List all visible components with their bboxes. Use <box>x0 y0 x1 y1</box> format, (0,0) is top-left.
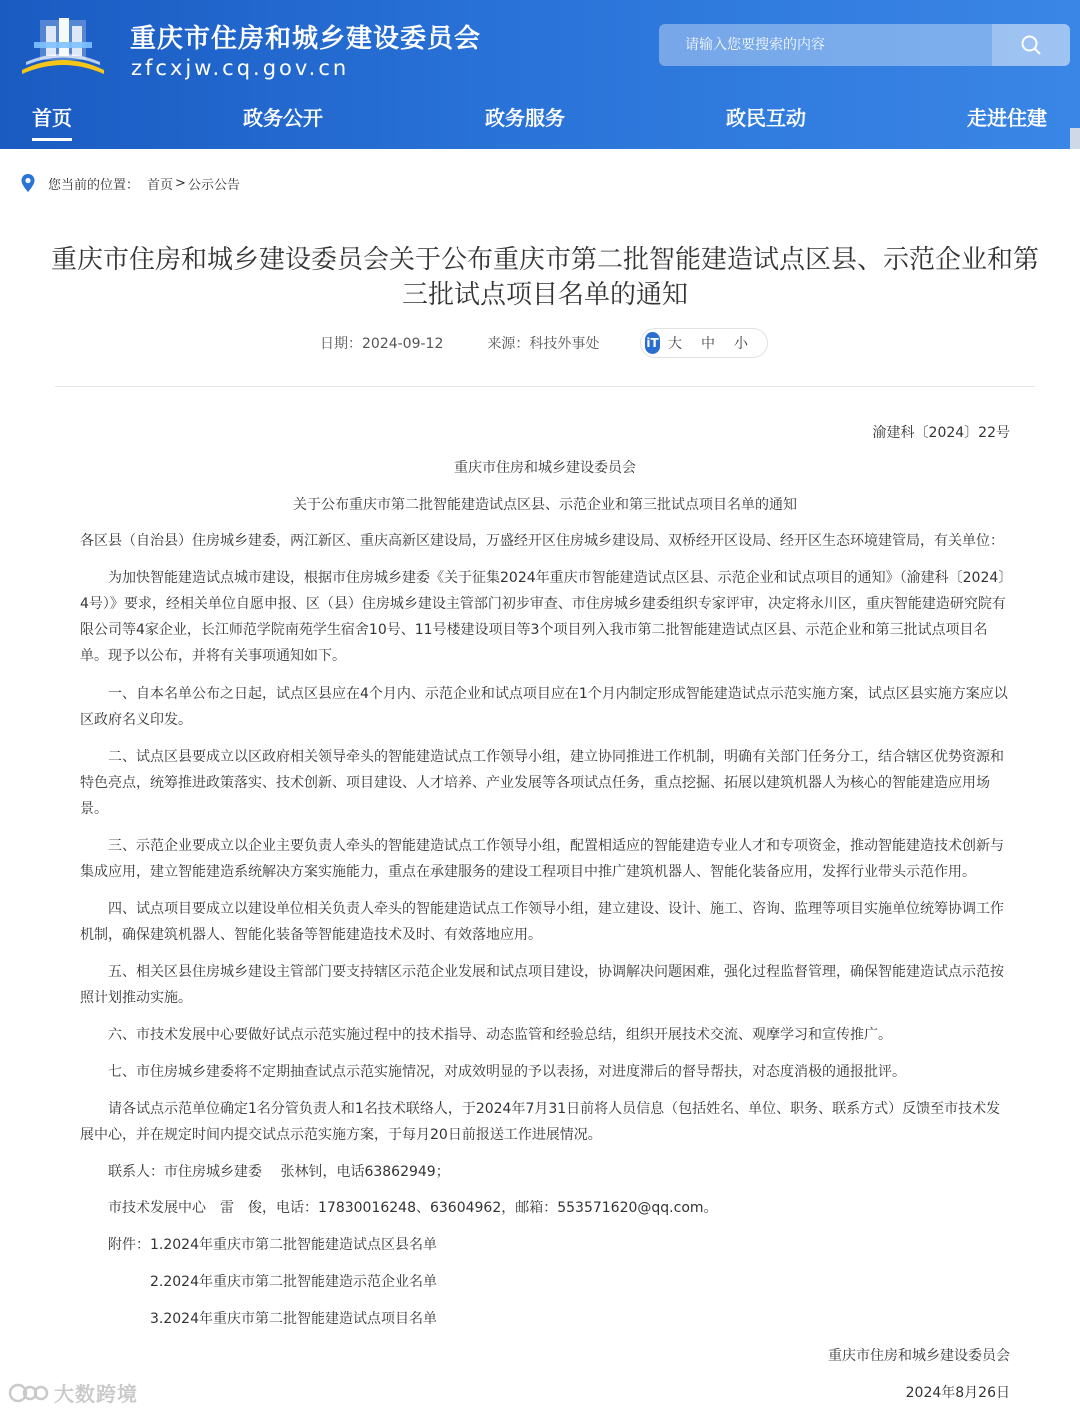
attachment-3[interactable]: 3.2024年重庆市第二批智能建造试点项目名单 <box>150 1311 437 1327</box>
watermark-text: 大数跨境 <box>54 1382 138 1406</box>
article-title: 重庆市住房和城乡建设委员会关于公布重庆市第二批智能建造试点区县、示范企业和第三批试点项目名单的通知 <box>50 245 1039 310</box>
watermark <box>8 1378 138 1407</box>
scrollbar[interactable] <box>1070 128 1080 149</box>
item-paragraph-1: 一、自本名单公布之日起，试点区县应在4个月内、示范企业和试点项目应在1个月内制定形成智能建造试点示范实施方案，试点区县实施方案应以区政府名义印发。 <box>80 686 1008 728</box>
request-paragraph: 请各试点示范单位确定1名分管负责人和1名技术联络人，于2024年7月31日前将人员信息（包括姓名、单位、职务、联系方式）反馈至市技术发展中心，并在规定时间内提交试点示范实施方案，于每月20日前报送工作进展情况。 <box>80 1101 1001 1143</box>
publish-date: 日期：2024-09-12 <box>320 336 444 352</box>
article-meta <box>320 330 599 356</box>
doc-subtitle: 关于公布重庆市第二批智能建造试点区县、示范企业和第三批试点项目名单的通知 <box>293 497 797 513</box>
nav-government-services[interactable]: 政务服务 <box>485 106 565 130</box>
intro-paragraph: 为加快智能建造试点城市建设，根据市住房城乡建委《关于征集2024年重庆市智能建造试点区县、示范企业和试点项目的通知》（渝建科〔2024〕4号）》要求，经相关单位自愿申报、区（县）住房城乡建设主管部门初步审查、市住房城乡建委组织专家评审，决定将永川区，重庆智能建造研究院有限公司等4家企业，长江师范学院南苑学生宿舍10号、11号楼建设项目等3个项目列入我市第二批智能建造试点区县、示范企业和第三批试点项目名单。现予以公布，并将有关事项通知如下。 <box>80 570 1006 664</box>
contact-line-1: 联系人：市住房城乡建委 张林钊，电话63862949； <box>108 1164 450 1180</box>
sign-date: 2024年8月26日 <box>905 1385 1010 1401</box>
breadcrumb <box>20 172 240 194</box>
contact-line-2: 市技术发展中心 雷 俊，电话：17830016248、63604962，邮箱：553571620@qq.com。 <box>108 1200 718 1216</box>
font-size-switcher <box>640 328 768 358</box>
site-domain: zfcxjw.cq.gov.cn <box>131 56 350 80</box>
breadcrumb-current-link[interactable]: 公示公告 <box>187 177 240 193</box>
nav-government-affairs[interactable]: 政务公开 <box>243 106 323 130</box>
attachment-2[interactable]: 2.2024年重庆市第二批智能建造示范企业名单 <box>150 1274 437 1290</box>
font-size-icon: iT <box>645 332 660 354</box>
site-title[interactable]: 重庆市住房和城乡建设委员会 <box>130 24 482 54</box>
attachment-1[interactable]: 附件：1.2024年重庆市第二批智能建造试点区县名单 <box>108 1237 437 1253</box>
article-source: 来源：科技外事处 <box>487 336 600 352</box>
doc-number: 渝建科〔2024〕22号 <box>872 425 1010 441</box>
issuer-header: 重庆市住房和城乡建设委员会 <box>454 460 636 476</box>
font-small-button[interactable]: 小 <box>734 336 748 352</box>
item-paragraph-7: 七、市住房城乡建委将不定期抽查试点示范实施情况，对成效明显的予以表扬，对进度滞后的督导帮扶，对态度消极的通报批评。 <box>108 1064 906 1080</box>
addressee: 各区县（自治县）住房城乡建委，两江新区、重庆高新区建设局，万盛经开区住房城乡建设局、双桥经开区设局、经开区生态环境建管局，有关单位： <box>80 533 1004 549</box>
search-button[interactable] <box>992 24 1070 66</box>
watermark-logo-icon <box>8 1381 50 1405</box>
font-large-button[interactable]: 大 <box>668 336 682 352</box>
site-header <box>0 0 1080 149</box>
government-logo-icon[interactable] <box>20 12 106 80</box>
item-paragraph-6: 六、市技术发展中心要做好试点示范实施过程中的技术指导、动态监管和经验总结，组织开展技术交流、观摩学习和宣传推广。 <box>108 1027 892 1043</box>
font-medium-button[interactable]: 中 <box>701 336 715 352</box>
search-input[interactable] <box>659 24 992 66</box>
search-icon <box>1020 34 1042 56</box>
item-paragraph-3: 三、示范企业要成立以企业主要负责人牵头的智能建造试点工作领导小组，配置相适应的智能建造专业人才和专项资金，推动智能建造技术创新与集成应用，建立智能建造系统解决方案实施能力，重点在承建服务的建设工程项目中推广建筑机器人、智能化装备应用，发挥行业带头示范作用。 <box>80 838 1004 880</box>
breadcrumb-separator: > <box>175 175 186 191</box>
signature: 重庆市住房和城乡建设委员会 <box>828 1348 1010 1364</box>
main-nav <box>0 98 1080 138</box>
nav-home[interactable]: 首页 <box>32 102 72 131</box>
nav-about[interactable]: 走进住建 <box>967 106 1047 130</box>
item-paragraph-4: 四、试点项目要成立以建设单位相关负责人牵头的智能建造试点工作领导小组，建立建设、设计、施工、咨询、监理等项目实施单位统筹协调工作机制，确保建筑机器人、智能化装备等智能建造技术及时、有效落地应用。 <box>80 901 1004 943</box>
location-pin-icon <box>20 173 36 193</box>
item-paragraph-2: 二、试点区县要成立以区政府相关领导牵头的智能建造试点工作领导小组，建立协同推进工作机制，明确有关部门任务分工，结合辖区优势资源和特色亮点，统筹推进政策落实、技术创新、项目建设、人才培养、产业发展等各项试点任务，重点挖掘、拓展以建筑机器人为核心的智能建造应用场景。 <box>80 749 1004 817</box>
item-paragraph-5: 五、相关区县住房城乡建设主管部门要支持辖区示范企业发展和试点项目建设，协调解决问题困难，强化过程监督管理，确保智能建造试点示范按照计划推动实施。 <box>80 964 1004 1006</box>
search-box <box>659 24 1070 66</box>
breadcrumb-home-link[interactable]: 首页 <box>147 177 174 193</box>
breadcrumb-label: 您当前的位置： <box>48 177 140 193</box>
title-divider <box>55 386 1035 387</box>
nav-public-interaction[interactable]: 政民互动 <box>726 106 806 130</box>
